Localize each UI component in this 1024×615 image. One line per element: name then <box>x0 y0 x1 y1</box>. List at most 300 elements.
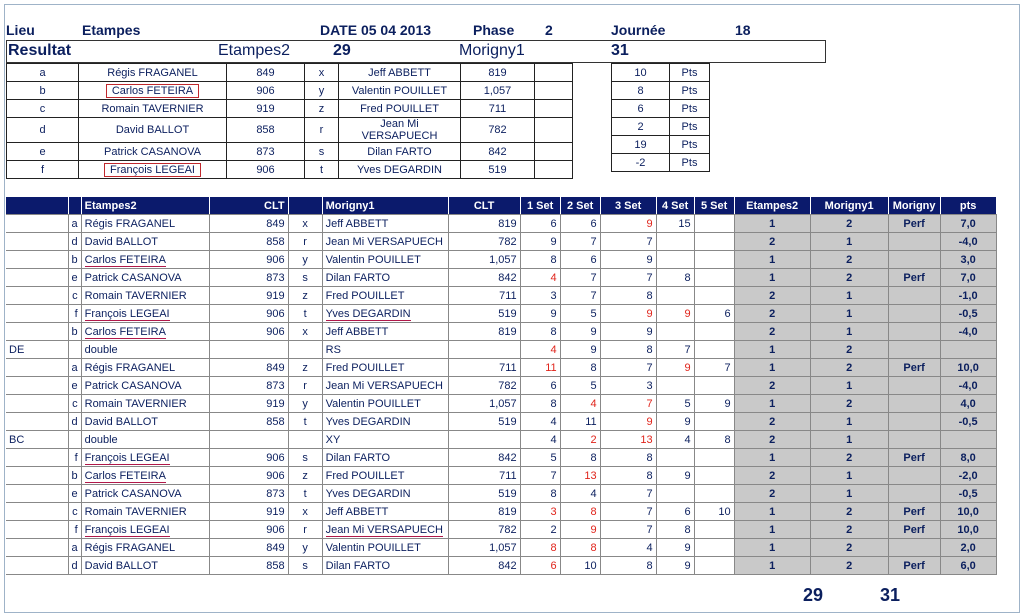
home-player-clt: 919 <box>209 395 288 413</box>
home-player-cell <box>81 431 209 449</box>
set-score-2: 6 <box>560 251 600 269</box>
points-value: 2 <box>612 118 670 136</box>
set-score-5: 6 <box>694 305 734 323</box>
match-points: -0,5 <box>940 485 996 503</box>
set-score-2: 7 <box>560 269 600 287</box>
away-player-code: z <box>288 467 322 485</box>
away-player-name: Valentin POUILLET <box>325 541 421 554</box>
match-points: -4,0 <box>940 323 996 341</box>
player-row <box>7 100 573 118</box>
set-score-5 <box>694 485 734 503</box>
match-prefix <box>6 521 68 539</box>
set-score-5 <box>694 269 734 287</box>
col-header-set4: 4 Set <box>656 197 694 215</box>
match-points: 3,0 <box>940 251 996 269</box>
col-header-set2: 2 Set <box>560 197 600 215</box>
col-header-pts: pts <box>940 197 996 215</box>
player-letter: c <box>7 100 79 118</box>
points-unit: Pts <box>670 136 710 154</box>
match-prefix <box>6 413 68 431</box>
set-score-2: 5 <box>560 377 600 395</box>
set-score-4 <box>656 485 694 503</box>
player-letter: f <box>7 161 79 179</box>
home-player-clt: 919 <box>209 503 288 521</box>
player-spacer <box>535 143 573 161</box>
match-row <box>6 431 996 449</box>
set-score-2: 4 <box>560 395 600 413</box>
away-player-name: Dilan FARTO <box>339 143 461 161</box>
set-score-3: 3 <box>600 377 656 395</box>
away-player-clt: 782 <box>448 233 520 251</box>
set-score-5 <box>694 413 734 431</box>
away-player-cell <box>322 341 448 359</box>
match-prefix <box>6 359 68 377</box>
away-player-clt: 842 <box>448 557 520 575</box>
home-player-cell <box>81 413 209 431</box>
away-player-name: Jeff ABBETT <box>325 325 389 338</box>
away-player-name: Yves DEGARDIN <box>325 487 411 500</box>
set-score-4: 6 <box>656 503 694 521</box>
away-player-clt: 711 <box>448 359 520 377</box>
result-home: 2 <box>734 467 810 485</box>
match-row <box>6 521 996 539</box>
set-score-5 <box>694 323 734 341</box>
set-score-1: 5 <box>520 449 560 467</box>
perf-flag <box>888 467 940 485</box>
match-letter: e <box>68 377 81 395</box>
set-score-5: 10 <box>694 503 734 521</box>
set-score-3: 9 <box>600 323 656 341</box>
match-points: -2,0 <box>940 467 996 485</box>
perf-flag <box>888 431 940 449</box>
away-player-name: Jean Mi VERSAPUECH <box>325 523 443 536</box>
set-score-4: 9 <box>656 359 694 377</box>
home-player-cell <box>81 539 209 557</box>
perf-flag: Perf <box>888 215 940 233</box>
match-prefix <box>6 449 68 467</box>
points-value: 6 <box>612 100 670 118</box>
points-value: 10 <box>612 64 670 82</box>
home-player-clt: 906 <box>209 305 288 323</box>
col-header-team2: Morigny1 <box>322 197 448 215</box>
set-score-1: 8 <box>520 485 560 503</box>
player-letter: e <box>7 143 79 161</box>
home-player-clt: 873 <box>209 377 288 395</box>
lieu-label: Lieu <box>6 22 35 38</box>
away-player-cell <box>322 395 448 413</box>
set-score-2: 13 <box>560 467 600 485</box>
match-row <box>6 485 996 503</box>
set-score-4: 9 <box>656 413 694 431</box>
result-team2: Morigny1 <box>459 42 525 59</box>
match-prefix: DE <box>6 341 68 359</box>
away-player-code: r <box>288 377 322 395</box>
match-prefix <box>6 539 68 557</box>
home-player-name: Carlos FETEIRA <box>84 469 166 482</box>
away-player-name: Fred POUILLET <box>325 361 405 374</box>
match-points: -1,0 <box>940 287 996 305</box>
result-away: 2 <box>810 359 888 377</box>
match-prefix <box>6 557 68 575</box>
result-away: 2 <box>810 395 888 413</box>
match-points: 4,0 <box>940 395 996 413</box>
perf-flag <box>888 395 940 413</box>
phase-label: Phase <box>473 22 515 38</box>
result-home: 2 <box>734 233 810 251</box>
match-points: -0,5 <box>940 413 996 431</box>
home-player-clt: 849 <box>209 215 288 233</box>
result-home: 1 <box>734 359 810 377</box>
match-points: -4,0 <box>940 233 996 251</box>
match-points: 10,0 <box>940 359 996 377</box>
match-letter: f <box>68 449 81 467</box>
match-letter <box>68 431 81 449</box>
home-player-clt: 873 <box>209 485 288 503</box>
set-score-4 <box>656 449 694 467</box>
set-score-5: 9 <box>694 395 734 413</box>
perf-flag: Perf <box>888 269 940 287</box>
result-away: 1 <box>810 233 888 251</box>
set-score-4 <box>656 323 694 341</box>
match-points: 10,0 <box>940 521 996 539</box>
set-score-4: 9 <box>656 539 694 557</box>
perf-flag <box>888 485 940 503</box>
result-away: 2 <box>810 539 888 557</box>
result-home: 1 <box>734 449 810 467</box>
away-player-clt: 819 <box>448 323 520 341</box>
set-score-1: 9 <box>520 233 560 251</box>
match-row <box>6 557 996 575</box>
away-player-clt: 819 <box>448 503 520 521</box>
set-score-3: 7 <box>600 269 656 287</box>
home-player-cell <box>81 215 209 233</box>
away-player-code: y <box>288 251 322 269</box>
points-value: 19 <box>612 136 670 154</box>
away-player-code: r <box>288 233 322 251</box>
away-player-clt: 519 <box>461 161 535 179</box>
perf-flag: Perf <box>888 503 940 521</box>
match-row <box>6 341 996 359</box>
home-player-clt: 858 <box>209 233 288 251</box>
match-row <box>6 395 996 413</box>
match-points: 7,0 <box>940 215 996 233</box>
away-player-name: Jean Mi VERSAPUECH <box>325 235 443 248</box>
player-spacer <box>535 161 573 179</box>
match-table <box>6 197 997 575</box>
set-score-5: 8 <box>694 431 734 449</box>
away-player-name: Valentin POUILLET <box>339 82 461 100</box>
result-home: 2 <box>734 305 810 323</box>
away-player-cell <box>322 377 448 395</box>
set-score-1: 6 <box>520 557 560 575</box>
set-score-2: 7 <box>560 287 600 305</box>
home-player-name: Régis FRAGANEL <box>84 217 176 230</box>
away-player-cell <box>322 557 448 575</box>
home-player-cell <box>81 233 209 251</box>
match-row <box>6 413 996 431</box>
set-score-4: 7 <box>656 341 694 359</box>
set-score-3: 4 <box>600 539 656 557</box>
away-player-clt: 842 <box>448 449 520 467</box>
player-spacer <box>535 118 573 143</box>
away-player-cell <box>322 251 448 269</box>
away-player-cell <box>322 305 448 323</box>
match-row <box>6 287 996 305</box>
away-player-cell <box>322 233 448 251</box>
home-player-name: Romain TAVERNIER <box>84 505 187 518</box>
home-player-cell <box>81 395 209 413</box>
journee-value: 18 <box>735 22 751 38</box>
set-score-2: 11 <box>560 413 600 431</box>
result-away: 2 <box>810 341 888 359</box>
away-player-clt: 842 <box>448 269 520 287</box>
phase-value: 2 <box>545 22 553 38</box>
away-player-clt: 1,057 <box>448 395 520 413</box>
match-prefix <box>6 323 68 341</box>
set-score-1: 8 <box>520 323 560 341</box>
result-home: 1 <box>734 503 810 521</box>
home-player-clt: 849 <box>209 359 288 377</box>
away-player-code: x <box>288 215 322 233</box>
result-away: 1 <box>810 467 888 485</box>
home-player-clt: 906 <box>227 161 305 179</box>
points-row <box>612 64 710 82</box>
col-header-clt2: CLT <box>448 197 520 215</box>
home-player-cell <box>81 521 209 539</box>
set-score-4: 9 <box>656 467 694 485</box>
away-player-code: s <box>305 143 339 161</box>
set-score-4: 4 <box>656 431 694 449</box>
player-row <box>7 64 573 82</box>
away-player-clt: 782 <box>461 118 535 143</box>
home-player-clt <box>209 341 288 359</box>
home-player-name: David BALLOT <box>115 124 190 136</box>
match-prefix <box>6 215 68 233</box>
set-score-1: 3 <box>520 503 560 521</box>
set-score-5 <box>694 467 734 485</box>
set-score-1: 7 <box>520 467 560 485</box>
set-score-5 <box>694 521 734 539</box>
away-player-name: Fred POUILLET <box>325 289 405 302</box>
match-letter: e <box>68 485 81 503</box>
points-row <box>612 100 710 118</box>
home-player-clt: 858 <box>227 118 305 143</box>
set-score-3: 9 <box>600 305 656 323</box>
match-prefix <box>6 269 68 287</box>
result-away: 1 <box>810 431 888 449</box>
away-player-name: Jean Mi VERSAPUECH <box>325 379 443 392</box>
player-row <box>7 143 573 161</box>
home-player-name: François LEGEAI <box>84 451 170 464</box>
result-score1: 29 <box>333 42 351 59</box>
set-score-3: 13 <box>600 431 656 449</box>
away-player-name: Fred POUILLET <box>325 469 405 482</box>
away-player-cell <box>322 215 448 233</box>
away-player-name: Jeff ABBETT <box>325 505 389 518</box>
match-row <box>6 377 996 395</box>
home-player-clt: 906 <box>209 467 288 485</box>
perf-flag <box>888 413 940 431</box>
away-player-cell <box>322 269 448 287</box>
result-away: 1 <box>810 287 888 305</box>
away-player-code: z <box>305 100 339 118</box>
set-score-5 <box>694 341 734 359</box>
points-row <box>612 82 710 100</box>
points-unit: Pts <box>670 118 710 136</box>
home-player-cell <box>81 287 209 305</box>
set-score-2: 5 <box>560 305 600 323</box>
home-player-name: David BALLOT <box>84 415 158 428</box>
home-player-clt: 906 <box>227 82 305 100</box>
match-row <box>6 449 996 467</box>
match-prefix <box>6 233 68 251</box>
match-prefix <box>6 395 68 413</box>
set-score-2: 4 <box>560 485 600 503</box>
set-score-3: 7 <box>600 395 656 413</box>
result-home: 1 <box>734 341 810 359</box>
home-player-name: François LEGEAI <box>104 163 201 177</box>
home-player-clt: 906 <box>209 521 288 539</box>
set-score-3: 8 <box>600 467 656 485</box>
perf-flag: Perf <box>888 359 940 377</box>
set-score-2: 8 <box>560 359 600 377</box>
player-letter: d <box>7 118 79 143</box>
player-spacer <box>535 100 573 118</box>
result-score2: 31 <box>611 42 629 59</box>
match-points: 6,0 <box>940 557 996 575</box>
set-score-4: 5 <box>656 395 694 413</box>
set-score-1: 9 <box>520 305 560 323</box>
perf-flag <box>888 287 940 305</box>
set-score-3: 8 <box>600 341 656 359</box>
away-player-code: z <box>288 287 322 305</box>
away-player-clt: 819 <box>461 64 535 82</box>
away-player-code: r <box>288 521 322 539</box>
set-score-5 <box>694 287 734 305</box>
away-player-clt: 842 <box>461 143 535 161</box>
home-player-name: Patrick CASANOVA <box>84 487 182 500</box>
result-home: 2 <box>734 413 810 431</box>
match-row <box>6 251 996 269</box>
match-letter <box>68 341 81 359</box>
match-prefix: BC <box>6 431 68 449</box>
perf-flag: Perf <box>888 449 940 467</box>
home-player-clt: 906 <box>209 323 288 341</box>
match-letter: b <box>68 467 81 485</box>
set-score-1: 3 <box>520 287 560 305</box>
set-score-1: 4 <box>520 413 560 431</box>
result-home: 2 <box>734 287 810 305</box>
set-score-3: 7 <box>600 233 656 251</box>
player-row <box>7 118 573 143</box>
result-home: 1 <box>734 539 810 557</box>
match-points: -0,5 <box>940 305 996 323</box>
result-box <box>6 40 826 63</box>
match-row <box>6 323 996 341</box>
result-home: 2 <box>734 431 810 449</box>
player-letter: b <box>7 82 79 100</box>
away-player-clt: 1,057 <box>448 251 520 269</box>
match-letter: a <box>68 359 81 377</box>
home-player-name: François LEGEAI <box>84 523 170 536</box>
match-prefix <box>6 485 68 503</box>
away-player-clt: 819 <box>448 215 520 233</box>
perf-flag: Perf <box>888 521 940 539</box>
match-row <box>6 359 996 377</box>
away-player-name: Jeff ABBETT <box>325 217 389 230</box>
result-away: 1 <box>810 323 888 341</box>
points-row <box>612 118 710 136</box>
match-prefix <box>6 305 68 323</box>
home-player-cell <box>81 449 209 467</box>
away-player-cell <box>322 323 448 341</box>
set-score-2: 6 <box>560 215 600 233</box>
points-value: -2 <box>612 154 670 172</box>
home-player-cell <box>81 323 209 341</box>
match-row <box>6 503 996 521</box>
home-player-name: Patrick CASANOVA <box>84 379 182 392</box>
points-unit: Pts <box>670 82 710 100</box>
points-unit: Pts <box>670 154 710 172</box>
home-player-clt <box>209 431 288 449</box>
away-player-clt: 1,057 <box>448 539 520 557</box>
result-away: 1 <box>810 413 888 431</box>
match-row <box>6 215 996 233</box>
result-away: 2 <box>810 557 888 575</box>
home-player-cell <box>81 305 209 323</box>
perf-flag <box>888 377 940 395</box>
away-player-code: x <box>305 64 339 82</box>
result-team1: Etampes2 <box>218 42 291 59</box>
match-points: 7,0 <box>940 269 996 287</box>
home-player-cell <box>81 485 209 503</box>
result-home: 1 <box>734 395 810 413</box>
home-player-name: David BALLOT <box>84 235 158 248</box>
set-score-1: 4 <box>520 269 560 287</box>
result-home: 1 <box>734 521 810 539</box>
away-player-code: y <box>288 539 322 557</box>
away-player-cell <box>322 485 448 503</box>
away-player-code: t <box>288 305 322 323</box>
home-player-clt: 849 <box>227 64 305 82</box>
home-player-clt: 858 <box>209 557 288 575</box>
result-home: 2 <box>734 323 810 341</box>
away-player-cell <box>322 431 448 449</box>
set-score-5: 7 <box>694 359 734 377</box>
match-prefix <box>6 503 68 521</box>
col-header-result2: Morigny1 <box>810 197 888 215</box>
perf-flag <box>888 305 940 323</box>
home-player-name: Carlos FETEIRA <box>84 253 166 266</box>
home-player-name: Carlos FETEIRA <box>84 325 166 338</box>
home-player-cell <box>79 82 227 100</box>
match-letter: b <box>68 323 81 341</box>
set-score-4 <box>656 377 694 395</box>
home-player-cell <box>81 503 209 521</box>
result-away: 2 <box>810 251 888 269</box>
perf-flag: Perf <box>888 557 940 575</box>
set-score-5 <box>694 377 734 395</box>
home-player-cell <box>79 143 227 161</box>
perf-flag <box>888 539 940 557</box>
set-score-3: 9 <box>600 413 656 431</box>
set-score-1: 4 <box>520 341 560 359</box>
col-header-result1: Etampes2 <box>734 197 810 215</box>
match-prefix <box>6 251 68 269</box>
result-away: 1 <box>810 305 888 323</box>
set-score-2: 8 <box>560 449 600 467</box>
result-home: 1 <box>734 557 810 575</box>
